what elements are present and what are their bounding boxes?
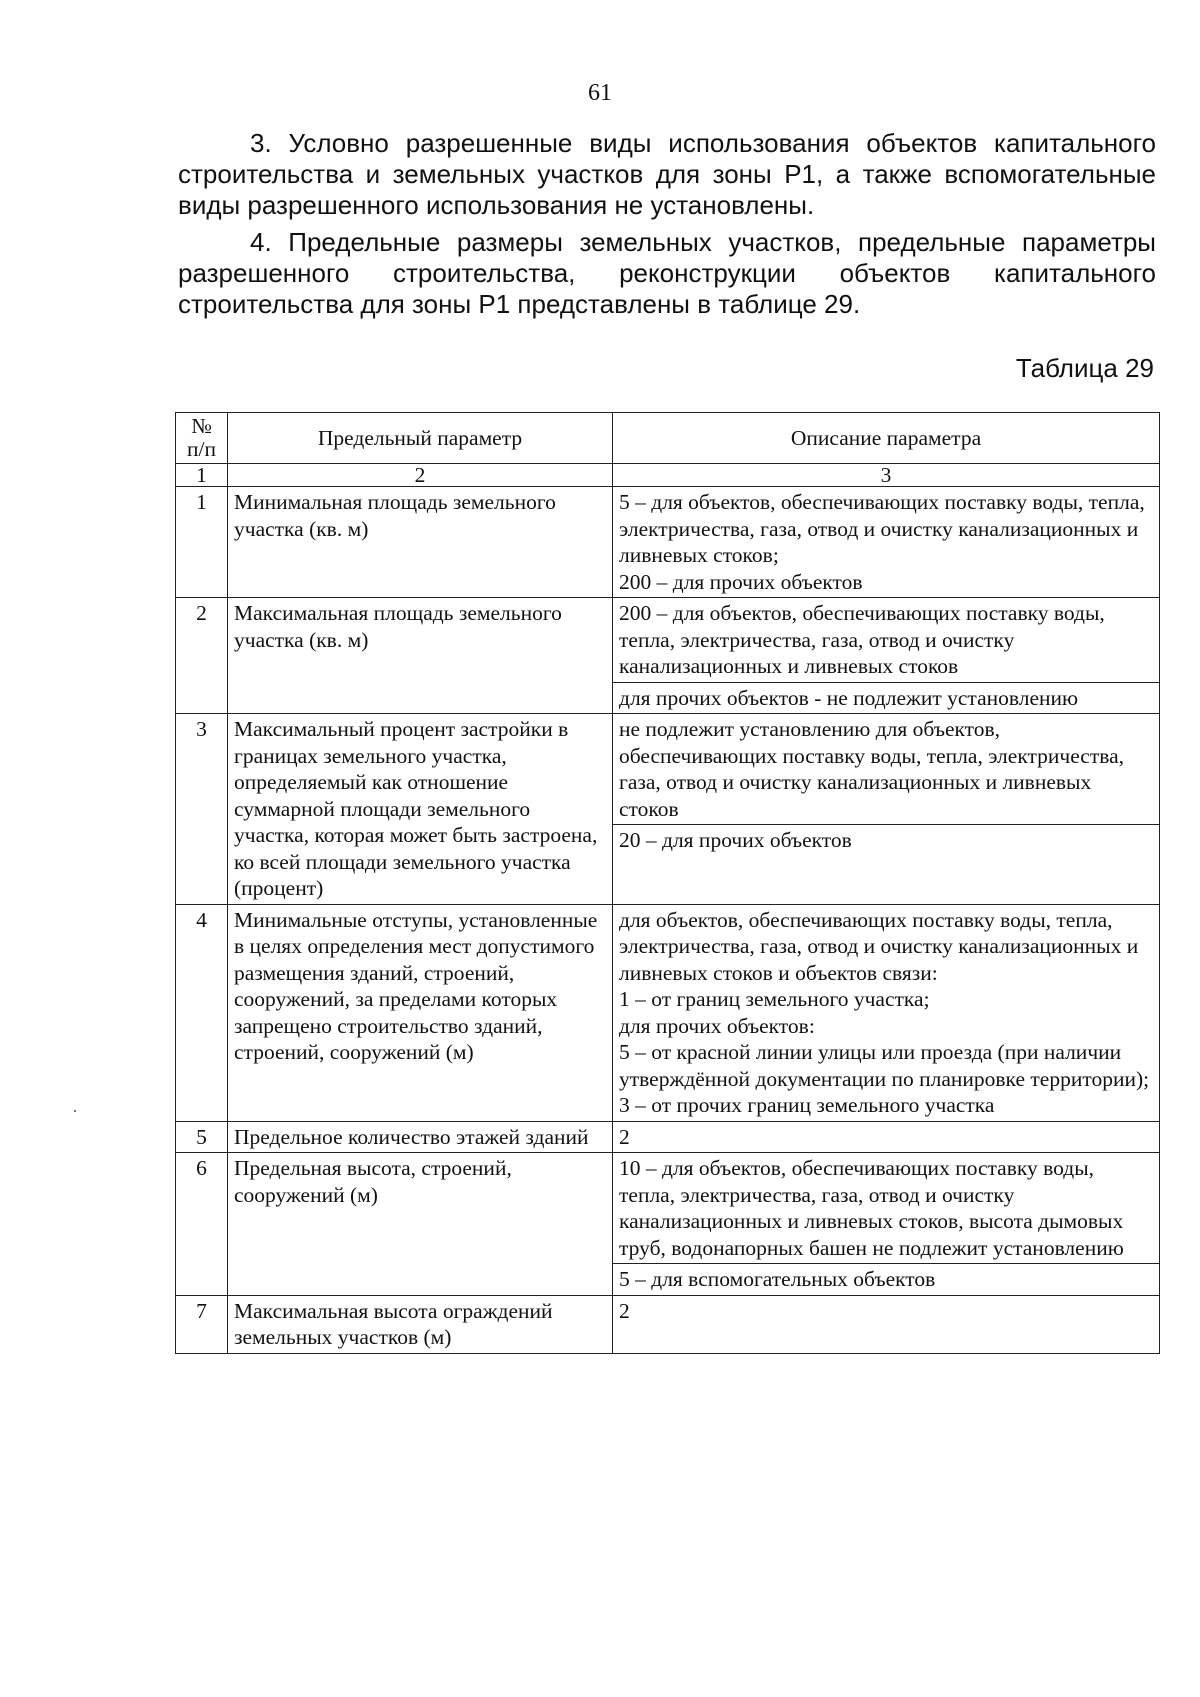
parameter-description bbox=[613, 1121, 1160, 1153]
paragraph-4: 4. Предельные размеры земельных участков, предельные параметры разрешенного строительства, реконструкции объектов капитального строительства для зоны Р1 представлены в таблице 29. bbox=[178, 227, 1156, 319]
parameter-name: Предельная высота, строений, сооружений (м) bbox=[228, 1153, 613, 1296]
parameter-name: Максимальный процент застройки в границах земельного участка, определяемый как отношение суммарной площади земельного участка, которая может быть застроена, ко всей площади земельного участка (процент) bbox=[228, 714, 613, 905]
row-number: 4 bbox=[176, 904, 228, 1121]
description-part: 10 – для объектов, обеспечивающих поставку воды, тепла, электричества, газа, отвод и очистку канализационных и ливневых стоков, высота дымовых труб, водонапорных башен не подлежит установлению bbox=[619, 1156, 1124, 1260]
index-cell-1: 1 bbox=[176, 464, 228, 487]
parameter-name: Максимальная площадь земельного участка (кв. м) bbox=[228, 598, 613, 714]
index-cell-3: 3 bbox=[613, 464, 1160, 487]
parameter-name: Предельное количество этажей зданий bbox=[228, 1121, 613, 1153]
parameter-name: Максимальная высота ограждений земельных участков (м) bbox=[228, 1295, 613, 1353]
description-part: 5 – для объектов, обеспечивающих поставку воды, тепла, электричества, газа, отвод и очистку канализационных и ливневых стоков; 200 – для прочих объектов bbox=[619, 490, 1145, 594]
parameter-description bbox=[613, 714, 1160, 905]
table-index-row bbox=[176, 464, 1160, 487]
parameter-name: Минимальная площадь земельного участка (кв. м) bbox=[228, 487, 613, 598]
parameters-table bbox=[175, 412, 1160, 1354]
description-part: 5 – для вспомогательных объектов bbox=[613, 1263, 1159, 1295]
row-number: 7 bbox=[176, 1295, 228, 1353]
description-part: для прочих объектов - не подлежит установлению bbox=[613, 682, 1159, 714]
table-row bbox=[176, 1153, 1160, 1296]
table-row bbox=[176, 487, 1160, 598]
scan-speck bbox=[74, 1110, 76, 1112]
table-caption: Таблица 29 bbox=[1015, 353, 1154, 383]
parameter-name: Минимальные отступы, установленные в целях определения мест допустимого размещения зданий, строений, сооружений, за пределами которых запрещено строительство зданий, строений, сооружений (м) bbox=[228, 904, 613, 1121]
row-number: 3 bbox=[176, 714, 228, 905]
parameter-description bbox=[613, 904, 1160, 1121]
row-number: 6 bbox=[176, 1153, 228, 1296]
paragraph-3: 3. Условно разрешенные виды использования объектов капитального строительства и земельных участков для зоны Р1, а также вспомогательные виды разрешенного использования не установлены. bbox=[178, 128, 1156, 220]
description-part: 2 bbox=[619, 1124, 630, 1149]
parameter-description bbox=[613, 1153, 1160, 1296]
row-number: 2 bbox=[176, 598, 228, 714]
table-row bbox=[176, 598, 1160, 714]
description-part: 2 bbox=[619, 1298, 630, 1323]
index-cell-2: 2 bbox=[228, 464, 613, 487]
table-header-row bbox=[176, 413, 1160, 464]
description-part: для объектов, обеспечивающих поставку воды, тепла, электричества, газа, отвод и очистку канализационных и ливневых стоков и объектов связи: 1 – от границ земельного участка; для прочих объектов: 5 – от красной линии улицы или проезда (при наличии утверждённой документации по планировке территории); 3 – от прочих границ земельного участка bbox=[619, 907, 1150, 1117]
description-part: 200 – для объектов, обеспечивающих поставку воды, тепла, электричества, газа, отвод и очистку канализационных и ливневых стоков bbox=[619, 601, 1105, 678]
description-part: не подлежит установлению для объектов, обеспечивающих поставку воды, тепла, электричества, газа, отвод и очистку канализационных и ливневых стоков bbox=[619, 717, 1125, 821]
header-description: Описание параметра bbox=[613, 413, 1160, 464]
parameter-description bbox=[613, 598, 1160, 714]
table-body bbox=[176, 487, 1160, 1354]
parameter-description bbox=[613, 487, 1160, 598]
row-number: 1 bbox=[176, 487, 228, 598]
table-row bbox=[176, 1295, 1160, 1353]
header-number: № п/п bbox=[176, 413, 228, 464]
header-parameter: Предельный параметр bbox=[228, 413, 613, 464]
body-text bbox=[178, 128, 1156, 326]
page-number: 61 bbox=[588, 80, 612, 106]
table-row bbox=[176, 714, 1160, 905]
row-number: 5 bbox=[176, 1121, 228, 1153]
table-row bbox=[176, 904, 1160, 1121]
table-row bbox=[176, 1121, 1160, 1153]
description-part: 20 – для прочих объектов bbox=[613, 824, 1159, 856]
parameter-description bbox=[613, 1295, 1160, 1353]
